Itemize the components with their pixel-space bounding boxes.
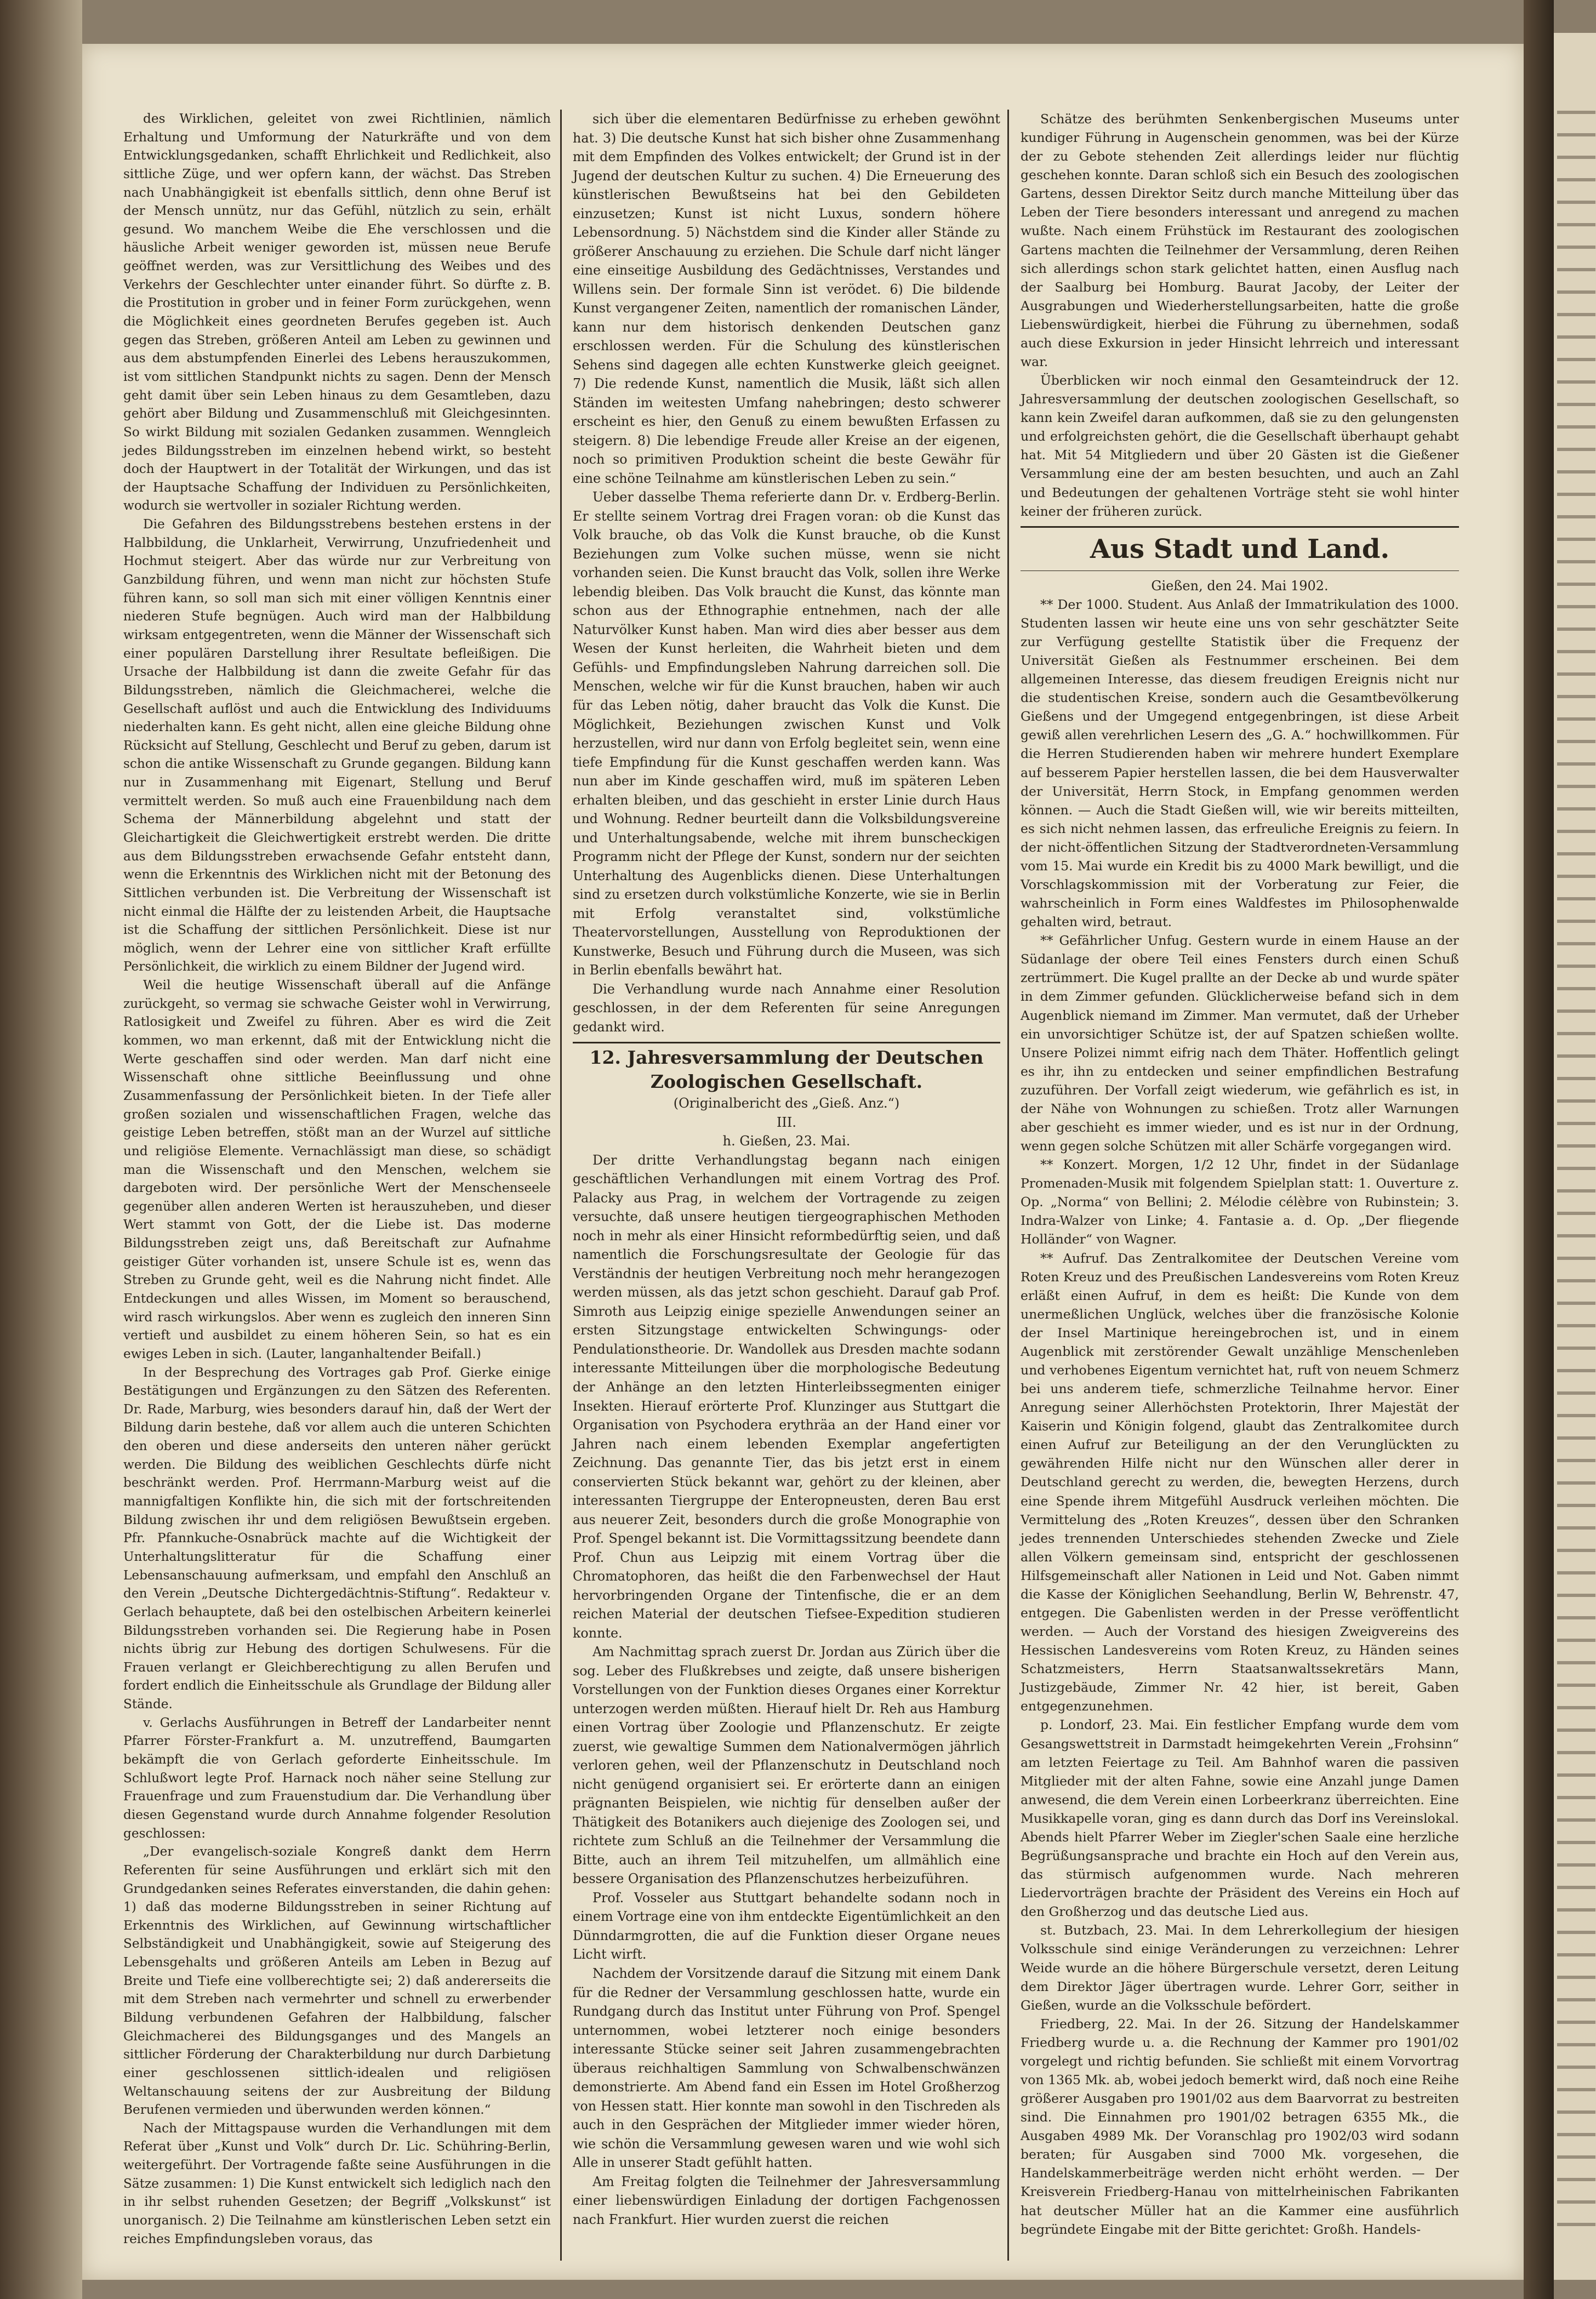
news-item: Friedberg, 22. Mai. In der 26. Sitzung der Handelskammer Friedberg wurde u. a. die Rechnung der Kammer pro 1901/02 vorgelegt und richtig befunden. Sie schließt mit einem Vorvortrag von 1365 Mk. ab, wobei jedoch bemerkt wird, daß noch eine Reihe größerer Ausgaben pro 1901/02 aus dem Baarvorrat zu bestreiten sind. Die Einnahmen pro 1901/02 betragen 6355 Mk., die Ausgaben 4989 Mk. Der Voranschlag pro 1902/03 wird sodann beraten; für Ausgaben sind 7000 Mk. vorgesehen, die Handelskammerbeiträge werden nicht erhöht werden. — Der Kreisverein Friedberg-Hanau von mittelrheinischen Fabrikanten hat deutscher Müller hat an die Kammer eine ausführlich begründete Eingabe mit der Bitte gerichtet: Großh. Handels- — [1021, 2016, 1459, 2237]
article-source: (Originalbericht des „Gieß. Anz.“) — [673, 1096, 900, 1111]
paragraph: sich über die elementaren Bedürfnisse zu erheben gewöhnt hat. 3) Die deutsche Kunst hat sich bisher ohne Zusammenhang mit dem Empfinden des Volkes entwickelt; der Grund ist in der Jugend der deutschen Kultur zu suchen. 4) Die Erneuerung des künstlerischen Bewußtseins hat bei den Gebildeten einzusetzen; Kunst ist nicht Luxus, sondern höhere Lebensordnung. 5) Nächstdem sind die Kinder aller Stände zu größerer Anschauung zu erziehen. Die Schule darf nicht länger eine einseitige Ausbildung des Gedächtnisses, Verstandes und Willens sein. Der formale Sinn ist verödet. 6) Die bildende Kunst vergangener Zeiten, namentlich der romanischen Länder, kann nur dem historisch denkenden Deutschen ganz erschlossen werden. Für die Schulung des künstlerischen Sehens sind dagegen alle echten Kunstwerke gleich geeignet. 7) Die redende Kunst, namentlich die Musik, läßt sich allen Ständen im weitesten Umfang nahebringen; desto schwerer erscheint es hier, den Genuß zu einem bewußten Erfassen zu steigern. 8) Die lebendige Freude aller Kreise an der eigenen, noch so primitiven Produktion scheint die beste Gewähr für eine schöne Teilnahme am künstlerischen Leben zu sein.“ — [573, 111, 1000, 486]
section-dateline: Gießen, den 24. Mai 1902. — [1151, 578, 1329, 594]
column-2 — [573, 110, 1000, 2261]
article-part-number: III. — [776, 1114, 797, 1130]
paragraph: Prof. Vosseler aus Stuttgart behandelte sodann noch in einem Vortrage eine von ihm entdeckte Eigentümlichkeit an den Dünndarmgrotten, die auf die Funktion dieser Organe neues Licht wirft. — [573, 1890, 1000, 1963]
paragraph: Am Nachmittag sprach zuerst Dr. Jordan aus Zürich über die sog. Leber des Flußkrebses und zeigte, daß unsere bisherigen Vorstellungen von der Funktion dieses Organes einer Korrektur unterzogen werden müßten. Hierauf hielt Dr. Reh aus Hamburg einen Vortrag über Zoologie und Pflanzenschutz. Er zeigte zuerst, wie gewaltige Summen dem Nationalvermögen jährlich verloren gehen, weil der Pflanzenschutz in Deutschland noch nicht genügend organisiert sei. Er erörterte dann an einigen prägnanten Beispielen, wie nichtig für denselben außer der Thätigkeit des Botanikers auch diejenige des Zoologen sei, und richtete zum Schluß an die Teilnehmer der Versammlung die Bitte, auch an ihrem Teil mitzuhelfen, um allmählich eine bessere Organisation des Pflanzenschutzes herbeizuführen. — [573, 1644, 1000, 1887]
paragraph: Die Gefahren des Bildungsstrebens bestehen erstens in der Halbbildung, die Unklarheit, Verwirrung, Unzufriedenheit und Hochmut steigert. Aber das würde nur zur Verbreitung von Ganzbildung führen, und wenn man nicht zur höchsten Stufe führen kann, so soll man sich mit einer völligen Kenntnis einer niederen Stufe begnügen. Auch wird man der Halbbildung wirksam entgegentreten, wenn die Männer der Wissenschaft sich einer populären Darstellung ihrer Resultate befleißigen. Die Ursache der Halbbildung ist dann die zweite Gefahr für das Bildungsstreben, nämlich die Gleichmacherei, welche die Gesellschaft auflöst und auch die Entwicklung des Individuums niederhalten kann. Es geht nicht, allen eine gleiche Bildung ohne Rücksicht auf Stellung, Geschlecht und Beruf zu geben, darum ist schon die antike Wissenschaft zu Grunde gegangen. Bildung kann nur in Zusammenhang mit Eigenart, Stellung und Beruf vermittelt werden. So muß auch eine Frauenbildung nach dem Schema der Männerbildung abgelehnt und statt der Gleichartigkeit die Gleichwertigkeit erstrebt werden. Die dritte aus dem Bildungsstreben erwachsende Gefahr entsteht dann, wenn die Erkenntnis des Wirklichen nicht mit der Betonung des Sittlichen verbunden ist. Die Verbreitung der Wissenschaft ist nicht einmal die Hälfte der zu leistenden Arbeit, die Hauptsache ist die Schaffung der sittlichen Persönlichkeit. Diese ist nur möglich, wenn der Lehrer eine von sittlicher Kraft erfüllte Persönlichkeit, die wirklich zu einem Bildner der Jugend wird. — [123, 517, 551, 974]
paragraph: Schätze des berühmten Senkenbergischen Museums unter kundiger Führung in Augenschein genommen, was bei der Kürze der zu Gebote stehenden Zeit allerdings leider nur flüchtig geschehen konnte. Daran schloß sich ein Besuch des zoologischen Gartens, dessen Direktor Seitz durch manche Mitteilung über das Leben der Tiere besonders interessant und anregend zu machen wußte. Nach einem Frühstück im Restaurant des zoologischen Gartens machten die Teilnehmer der Versammlung, deren Reihen sich allerdings schon stark gelichtet hatten, einen Ausflug nach der Saalburg bei Homburg. Baurat Jacoby, der Leiter der Ausgrabungen und Wiederherstellungsarbeiten, hatte die große Liebenswürdigkeit, hierbei die Führung zu übernehmen, sodaß auch diese Exkursion in jeder Hinsicht lehrreich und interessant war. — [1021, 111, 1459, 370]
news-item: st. Butzbach, 23. Mai. In dem Lehrerkollegium der hiesigen Volksschule sind einige Veränderungen zu verzeichnen: Lehrer Weide wurde an die höhere Bürgerschule versetzt, deren Leitung dem Direktor Jäger übertragen wurde. Lehrer Gorr, seither in Gießen, wurde an die Volksschule befördert. — [1021, 1923, 1459, 2013]
resolution-quote: „Der evangelisch-soziale Kongreß dankt dem Herrn Referenten für seine Ausführungen und erklärt sich mit den Grundgedanken seines Referates einverstanden, die dahin gehen: 1) daß das moderne Bildungsstreben in seiner Richtung auf Erkenntnis des Wirklichen, auf Gewinnung wirtschaftlicher Selbständigkeit und Unabhängigkeit, sowie auf Steigerung des Lebensgehalts und größeren Anteils am Leben in Bezug auf Breite und Tiefe eine vollberechtigte sei; 2) daß andererseits die mit dem Streben nach vermehrter und schnell zu erwerbender Bildung verbundenen Gefahren der Halbbildung, falscher Gleichmacherei des Bildungsganges und des Mangels an sittlicher Förderung der Charakterbildung nur durch Darbietung einer geschlossenen sittlich-idealen und religiösen Weltanschauung seitens der zur Ausbreitung der Bildung Berufenen vermieden und überwunden werden können.“ — [123, 1844, 551, 2118]
binding-gutter-right — [1524, 0, 1554, 2299]
paragraph: des Wirklichen, geleitet von zwei Richtlinien, nämlich Erhaltung und Umformung der Naturkräfte und von dem Entwicklungsgedanken, schafft Ehrlichkeit und Redlichkeit, also sittliche Züge, und wer opfern kann, der wächst. Das Streben nach Unabhängigkeit ist ebenfalls sittlich, denn ohne Beruf ist der Mensch unnütz, nur das Gefühl, nützlich zu sein, erhält gesund. Wo manchem Weibe die Ehe verschlossen und die häusliche Arbeit weniger geworden ist, müssen neue Berufe geöffnet werden, was zur Versittlichung des Weibes und des Verkehrs der Geschlechter unter einander führt. So dürfte z. B. die Prostitution in grober und in feiner Form zurückgehen, wenn die Möglichkeit eines geordneten Berufes gegeben ist. Auch gegen das Streben, größeren Anteil am Leben zu gewinnen und aus dem abstumpfenden Einerlei des Lebens herauszukommen, ist vom sittlichen Standpunkt nichts zu sagen. Denn der Mensch geht damit über sein Leben hinaus zu dem Gesamtleben, dazu gehört aber Bildung und Zusammenschluß mit Gleichgesinnten. So wirkt Bildung mit sozialen Gedanken zusammen. Wenngleich jedes Bildungsstreben im einzelnen hebend wirkt, so besteht doch der Hauptwert in der Totalität der Wirkungen, und das ist der Hauptsache Schaffung der Individuen zu Persönlichkeiten, wodurch sie wertvoller in sozialer Richtung werden. — [123, 111, 551, 514]
paragraph: Der dritte Verhandlungstag begann nach einigen geschäftlichen Verhandlungen mit einem Vortrag des Prof. Palacky aus Prag, in welchem der Vortragende zu zeigen versuchte, daß unsere heutigen tiergeographischen Methoden noch in mehr als einer Hinsicht reformbedürftig seien, und daß namentlich die Forschungsresultate der Geologie für das Verständnis der heutigen Verbreitung noch mehr herangezogen werden müssen, als das jetzt schon geschieht. Darauf gab Prof. Simroth aus Leipzig einige spezielle Anwendungen seiner an ersten Sitzungstage entwickelten Schwingungs- oder Pendulationstheorie. Dr. Wandollek aus Dresden machte sodann interessante Mitteilungen über die morphologische Bedeutung der Anhänge an den letzten Hinterleibssegmenten einiger Insekten. Hierauf erörterte Prof. Klunzinger aus Stuttgart die Organisation von Psychodera erythräa an der Hand einer vor Jahren nach einem lebenden Exemplar angefertigten Zeichnung. Das genannte Tier, das bis jetzt erst in einem conservierten Stück bekannt war, gehört zu der kleinen, aber interessanten Tiergruppe der Enteropneusten, deren Bau erst aus neuerer Zeit, besonders durch die große Monographie von Prof. Spengel bekannt ist. Die Vormittagssitzung beendete dann Prof. Chun aus Leipzig mit einem Vortrag über die Chromatophoren, das heißt die den Farbenwechsel der Haut hervorbringenden Organe der Tintenfische, die er an dem reichen Material der deutschen Tiefsee-Expedition studieren konnte. — [573, 1152, 1000, 1641]
column-1 — [123, 110, 551, 2261]
adjacent-page-text — [1557, 99, 1595, 2236]
news-item: ** Der 1000. Student. Aus Anlaß der Immatrikulation des 1000. Studenten lassen wir heute eine uns von sehr geschätzter Seite zur Verfügung gestellte Statistik über die Frequenz der Universität Gießen als Festnummer erscheinen. Bei dem allgemeinen Interesse, das diesem freudigen Ereignis nicht nur die studentischen Kreise, sondern auch die Gesamtbevölkerung Gießens und der Umgegend entgegenbringen, ist diese Arbeit gewiß allen verehrlichen Lesern des „G. A.“ hochwillkommen. Für die Herren Studierenden haben wir mehrere hundert Exemplare auf besserem Papier herstellen lassen, die bei dem Hausverwalter der Universität, Herrn Stock, in Empfang genommen werden können. — Auch die Stadt Gießen will, wie wir bereits mitteilten, es sich nicht nehmen lassen, das erfreuliche Ereignis zu feiern. In der nicht-öffentlichen Sitzung der Stadtverordneten-Versammlung vom 15. Mai wurde ein Kredit bis zu 4000 Mark bewilligt, und die Vorschlagskommission mit der Vorberatung zur Feier, die wahrscheinlich in Form eines Waldfestes im Philosophenwalde gehalten wird, betraut. — [1021, 596, 1459, 930]
news-item: ** Aufruf. Das Zentralkomitee der Deutschen Vereine vom Roten Kreuz und des Preußischen Landesvereins vom Roten Kreuz erläßt einen Aufruf, in dem es heißt: Die Kunde von dem unermeßlichen Unglück, welches über die französische Kolonie der Insel Martinique hereingebrochen ist, und in einem Augenblick mit zerstörender Gewalt unzählige Menschenleben und verhobenes Eigentum vernichtet hat, ruft von neuem Schmerz bei uns anderem tiefe, schmerzliche Teilnahme hervor. Einer Anregung seiner Allerhöchsten Protektorin, Ihrer Majestät der Kaiserin und Königin folgend, glaubt das Zentralkomitee durch einen Aufruf zur Beteiligung an der den Verunglückten zu gewährenden Hilfe nicht nur den Wünschen aller derer in Deutschland gerecht zu werden, die, bewegten Herzens, durch eine Spende ihrem Mitgefühl Ausdruck verleihen möchten. Die Vermittelung des „Roten Kreuzes“, dessen über den Schranken jedes trennenden Unterschiedes stehenden Zwecke und Ziele allen Völkern gemeinsam sind, entspricht der geschlossenen Hilfsgemeinschaft aller Nationen in Leid und Not. Gaben nimmt die Kasse der Königlichen Seehandlung, Berlin W, Behrenstr. 47, entgegen. Die Gabenlisten werden in der Presse veröffentlicht werden. — Auch der Vorstand des hiesigen Zweigvereins des Hessischen Landesvereins vom Roten Kreuz, zu Händen seines Schatzmeisters, Herrn Staatsanwaltssekretärs Mann, Justizgebäude, Zimmer Nr. 42 hier, ist bereit, Gaben entgegenzunehmen. — [1021, 1250, 1459, 1714]
paragraph: Nachdem der Vorsitzende darauf die Sitzung mit einem Dank für die Redner der Versammlung geschlossen hatte, wurde ein Rundgang durch das Institut unter Führung von Prof. Spengel unternommen, wobei letzterer noch einige besonders interessante Stücke seiner seit Jahren zusammengebrachten überaus reichhaltigen Sammlung von Schwalbenschwänzen demonstrierte. Am Abend fand ein Essen im Hotel Großherzog von Hessen statt. Hier konnte man sowohl in den Tischreden als auch in den Gesprächen der Mitglieder immer wieder hören, wie schön die Versammlung gewesen waren und wie wohl sich Alle in unserer Stadt gefühlt hatten. — [573, 1965, 1000, 2171]
news-item: p. Londorf, 23. Mai. Ein festlicher Empfang wurde dem vom Gesangswettstreit in Darmstadt heimgekehrten Verein „Frohsinn“ am letzten Feiertage zu Teil. Am Bahnhof waren die passiven Mitglieder mit der alten Fahne, sowie eine Anzahl junge Damen anwesend, die dem Verein einen Lorbeerkranz überreichten. Eine Musikkapelle voran, ging es dann durch das Dorf ins Vereinslokal. Abends hielt Pfarrer Weber im Ziegler'schen Saale eine herzliche Begrüßungsansprache und brachte ein Hoch auf den Verein aus, das stürmisch aufgenommen wurde. Nach mehreren Liedervorträgen brachte der Präsident des Vereins ein Hoch auf den Großherzog und das deutsche Lied aus. — [1021, 1717, 1459, 1920]
paragraph: Überblicken wir noch einmal den Gesamteindruck der 12. Jahresversammlung der deutschen zoologischen Gesellschaft, so kann kein Zweifel daran aufkommen, daß sie zu den gelungensten und erfolgreichsten gehört, die die Gesellschaft überhaupt gehabt hat. Mit 54 Mitgliedern und über 20 Gästen ist die Gießener Versammlung eine der am besten besuchten, und auch an Zahl und Bedeutungen der gehaltenen Vorträge steht sie wohl hinter keiner der früheren zurück. — [1021, 373, 1459, 519]
news-item: ** Gefährlicher Unfug. Gestern wurde in einem Hause an der Südanlage der obere Teil eines Fensters durch einen Schuß zertrümmert. Die Kugel prallte an der Decke ab und wurde später in dem Zimmer gefunden. Glücklicherweise befand sich in dem Augenblick niemand im Zimmer. Man vermutet, daß der Urheber ein unvorsichtiger Schütze ist, der auf Spatzen schießen wollte. Unsere Polizei nimmt eifrig nach dem Thäter. Hoffentlich gelingt es ihr, ihn zu entdecken und seiner empfindlichen Bestrafung zuzuführen. Der Vorfall zeigt wiederum, wie gefährlich es ist, in der Nähe von Wohnungen zu schießen. Trotz aller Warnungen aber geschieht es immer wieder, und es ist nur in der Ordnung, wenn gegen solche Schützen mit aller Schärfe vorgegangen wird. — [1021, 933, 1459, 1154]
article-dateline: h. Gießen, 23. Mai. — [722, 1133, 851, 1149]
paragraph: Weil die heutige Wissenschaft überall auf die Anfänge zurückgeht, so vermag sie schwache Geister wohl in Verwirrung, Ratlosigkeit und Zweifel zu führen. Aber es wird die Zeit kommen, wo man erkennt, daß mit der Entwicklung nicht die Werte geschaffen sind oder werden. Man darf nicht eine Wissenschaft ohne sittliche Beeinflussung und ohne Zusammenfassung der Persönlichkeit bieten. In der Tiefe aller großen sozialen und wissenschaftlichen Fragen, welche das geistige Leben betreffen, stößt man an der Wurzel auf sittliche und religiöse Elemente. Vernachlässigt man diese, so schädigt man die Wissenschaft und den Menschen, welchem sie dargeboten wird. Der persönliche Wert der Menschenseele gegenüber allen anderen Werten ist herauszuheben, und dieser Wert stammt von Gott, der die Liebe ist. Das moderne Bildungsstreben zeigt uns, daß Bereitschaft zur Aufnahme geistiger Güter vorhanden ist, unsere Schule ist es, wenn das Streben zu Grunde geht, weil es die Nahrung nicht findet. Alle Entdeckungen und alles Wissen, im Moment so berauschend, wird rasch wirkungslos. Aber wenn es zugleich den inneren Sinn vertieft und ausbildet zu einem höheren Sein, so hat es ein ewiges Leben in sich. (Lauter, langanhaltender Beifall.) — [123, 978, 551, 1361]
paragraph: Ueber dasselbe Thema referierte dann Dr. v. Erdberg-Berlin. Er stellte seinem Vortrag drei Fragen voran: ob die Kunst das Volk brauche, ob das Volk die Kunst brauche, ob die Kunst Beziehungen zum Volke suchen müsse, wenn sie nicht vorhanden seien. Die Kunst braucht das Volk, sollen ihre Werke lebendig bleiben. Das Volk braucht die Kunst, das könnte man schon aus der Ethnographie entnehmen, nach der alle Naturvölker Kunst haben. Man wird dies aber besser aus dem Wesen der Kunst herleiten, die Wahrheit bieten und dem Gefühls- und Empfindungsleben Nahrung darreichen soll. Die Menschen, welche wir für die Kunst brauchen, haben wir auch für das Leben nötig, daher braucht das Volk die Kunst. Die Möglichkeit, Beziehungen zwischen Kunst und Volk herzustellen, wird nur dann von Erfolg begleitet sein, wenn eine tiefe Empfindung für die Kunst geschaffen werden kann. Was nun aber im Kinde geschaffen wird, muß im späteren Leben erhalten bleiben, und das geschieht in erster Linie durch Haus und Wohnung. Redner beurteilt dann die Volksbildungsvereine und Unterhaltungsabende, welche mit ihrem bunscheckigen Programm nicht der Pflege der Kunst, sondern nur der seichten Unterhaltung des Augenblicks dienen. Diese Unterhaltungen sind zu ersetzen durch volkstümliche Konzerte, wie sie in Berlin mit Erfolg veranstaltet sind, volkstümliche Theatervorstellungen, Ausstellung von Reproduktionen der Kunstwerke, Besuch und Führung durch die Museen, was sich in Berlin ebenfalls bewährt hat. — [573, 489, 1000, 978]
section-heading: Aus Stadt und Land. — [1090, 533, 1390, 564]
column-3 — [1021, 110, 1459, 2261]
paragraph: Nach der Mittagspause wurden die Verhandlungen mit dem Referat über „Kunst und Volk“ durch Dr. Lic. Schühring-Berlin, weitergeführt. Der Vortragende faßte seine Ausführungen in die Sätze zusammen: 1) Die Kunst entwickelt sich lediglich nach den in ihr selbst ruhenden Gesetzen; der Begriff „Volkskunst“ ist unorganisch. 2) Die Teilnahme am künstlerischen Leben setzt ein reiches Empfindungsleben voraus, das — [123, 2120, 551, 2246]
paragraph: v. Gerlachs Ausführungen in Betreff der Landarbeiter nennt Pfarrer Förster-Frankfurt a. M. unzutreffend, Baumgarten bekämpft die von Gerlach geforderte Einheitsschule. Im Schlußwort legte Prof. Harnack noch näher seine Stellung zur Frauenfrage und zum Frauenstudium dar. Die Verhandlung über diesen Gegenstand wurde durch Annahme folgender Resolution geschlossen: — [123, 1715, 551, 1841]
adjacent-page-edge — [1554, 33, 1596, 2280]
news-item: ** Konzert. Morgen, 1/2 12 Uhr, findet in der Südanlage Promenaden-Musik mit folgendem Spielplan statt: 1. Ouverture z. Op. „Norma“ von Bellini; 2. Mélodie célèbre von Rubinstein; 3. Indra-Walzer von Linke; 4. Fantasie a. d. Op. „Der fliegende Holländer“ von Wagner. — [1021, 1157, 1459, 1247]
article-heading: 12. Jahresversammlung der Deutschen Zoologischen Gesellschaft. — [589, 1047, 984, 1093]
paragraph: In der Besprechung des Vortrages gab Prof. Gierke einige Bestätigungen und Ergänzungen zu den Sätzen des Referenten. Dr. Rade, Marburg, wies besonders darauf hin, daß der Wert der Bildung darin bestehe, daß vor allem auch die unteren Schichten den oberen und diese anderseits den unteren näher gerückt werden. Die Bildung des weiblichen Geschlechts dürfe nicht beschränkt werden. Prof. Herrmann-Marburg weist auf die mannigfaltigen Konflikte hin, die sich mit der fortschreitenden Bildung zwischen ihr und dem religiösen Bewußtsein ergeben. Pfr. Pfannkuche-Osnabrück machte auf die Wichtigkeit der Unterhaltungslitteratur für die Schaffung einer Lebensanschauung aufmerksam, und empfahl den Anschluß an den Verein „Deutsche Dichtergedächtnis-Stiftung“. Redakteur v. Gerlach behauptete, daß bei den ostelbischen Arbeitern keinerlei Bildungsstreben vorhanden sei. Die Regierung habe in Posen nichts übrig zur Hebung des dortigen Schulwesens. Für die Frauen verlangt er Gleichberechtigung zu allen Berufen und fordert endlich die Einheitsschule als Grundlage der Bildung aller Stände. — [123, 1365, 551, 1712]
column-rule — [560, 110, 562, 2261]
binding-gutter-left — [0, 0, 82, 2299]
paragraph: Am Freitag folgten die Teilnehmer der Jahresversammlung einer liebenswürdigen Einladung der dortigen Fachgenossen nach Frankfurt. Hier wurden zuerst die reichen — [573, 2174, 1000, 2227]
column-rule — [1007, 110, 1009, 2261]
paragraph: Die Verhandlung wurde nach Annahme einer Resolution geschlossen, in der dem Referenten für seine Anregungen gedankt wird. — [573, 981, 1000, 1035]
section-divider — [1021, 526, 1459, 528]
section-divider — [573, 1042, 1000, 1043]
